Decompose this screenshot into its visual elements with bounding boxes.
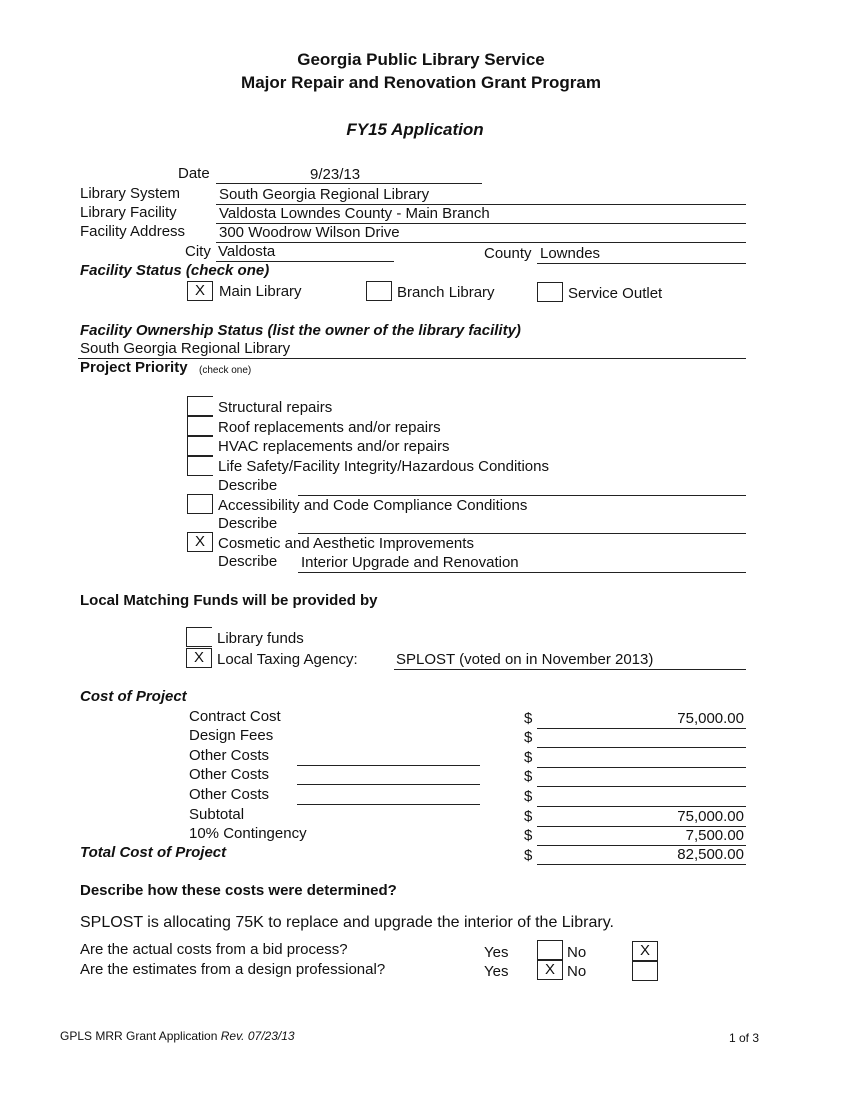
address-value[interactable]: 300 Woodrow Wilson Drive: [219, 224, 400, 241]
design-no-checkbox[interactable]: [632, 961, 658, 981]
cosmetic-describe-value[interactable]: Interior Upgrade and Renovation: [301, 554, 519, 571]
footer-form-name: [60, 1027, 295, 1045]
contingency-label: 10% Contingency: [189, 825, 307, 842]
structural-label: Structural repairs: [218, 399, 333, 416]
library-funds-checkbox[interactable]: [186, 627, 212, 647]
branch-library-label: Branch Library: [397, 284, 495, 301]
bid-no-checkbox[interactable]: X: [632, 941, 658, 961]
dollar-sign: $: [524, 710, 533, 727]
other-costs-1-label: Other Costs: [189, 747, 270, 764]
facility-label: Library Facility: [80, 204, 177, 221]
dollar-sign: $: [524, 768, 533, 785]
design-fees-label: Design Fees: [189, 727, 274, 744]
accessibility-label: Accessibility and Code Compliance Conditions: [218, 497, 528, 514]
roof-label: Roof replacements and/or repairs: [218, 419, 441, 436]
other-costs-1-desc-line: [297, 765, 480, 766]
bid-yes-label: Yes: [484, 944, 509, 961]
design-yes-checkbox[interactable]: X: [537, 960, 563, 980]
bid-no-label: No: [567, 944, 587, 961]
system-value[interactable]: South Georgia Regional Library: [219, 186, 430, 203]
org-title: Georgia Public Library Service: [297, 50, 545, 69]
footer-form-label: GPLS MRR Grant Application: [60, 1029, 221, 1043]
dollar-sign: $: [524, 847, 533, 864]
contract-cost-line: [537, 728, 746, 729]
accessibility-describe-line: [298, 533, 746, 534]
application-title: FY15 Application: [346, 120, 484, 139]
taxing-agency-line: [394, 669, 746, 670]
design-fees-line: [537, 747, 746, 748]
county-line: [537, 263, 746, 264]
contingency-amount[interactable]: 7,500.00: [685, 827, 744, 844]
ownership-heading: Facility Ownership Status (list the owner of the library facility): [80, 322, 521, 339]
cost-heading: Cost of Project: [80, 688, 187, 705]
total-label: Total Cost of Project: [80, 844, 227, 861]
footer-page-number: 1 of 3: [729, 1031, 760, 1045]
design-no-label: No: [567, 963, 587, 980]
other-costs-2-label: Other Costs: [189, 766, 270, 783]
hvac-checkbox[interactable]: [187, 436, 213, 456]
design-yes-label: Yes: [484, 963, 509, 980]
total-amount[interactable]: 82,500.00: [677, 846, 744, 863]
cosmetic-label: Cosmetic and Aesthetic Improvements: [218, 535, 474, 552]
date-value[interactable]: 9/23/13: [310, 166, 361, 183]
life-safety-describe-line: [298, 495, 746, 496]
footer-revision: Rev. 07/23/13: [220, 1029, 295, 1043]
date-label: Date: [178, 165, 210, 182]
program-title: Major Repair and Renovation Grant Program: [241, 73, 601, 92]
main-library-label: Main Library: [219, 283, 302, 300]
priority-heading: Project Priority: [80, 359, 188, 376]
other-costs-2-line: [537, 786, 746, 787]
life-safety-label: Life Safety/Facility Integrity/Hazardous Conditions: [218, 458, 549, 475]
matching-heading: Local Matching Funds will be provided by: [80, 592, 378, 609]
ownership-value[interactable]: South Georgia Regional Library: [80, 340, 291, 357]
other-costs-1-line: [537, 767, 746, 768]
accessibility-describe-label: Describe: [218, 515, 278, 532]
taxing-agency-checkbox[interactable]: X: [186, 648, 212, 668]
address-label: Facility Address: [80, 223, 186, 240]
cosmetic-describe-label: Describe: [218, 553, 278, 570]
other-costs-2-desc-line: [297, 784, 480, 785]
structural-checkbox[interactable]: [187, 396, 213, 416]
determination-heading: Describe how these costs were determined?: [80, 882, 397, 899]
dollar-sign: $: [524, 729, 533, 746]
priority-note: (check one): [199, 365, 252, 376]
life-safety-checkbox[interactable]: [187, 456, 213, 476]
service-outlet-checkbox[interactable]: [537, 282, 563, 302]
subtotal-amount[interactable]: 75,000.00: [677, 808, 744, 825]
bid-question: Are the actual costs from a bid process?: [80, 941, 348, 958]
system-label: Library System: [80, 185, 181, 202]
taxing-agency-label: Local Taxing Agency:: [217, 651, 358, 668]
county-value[interactable]: Lowndes: [540, 245, 601, 262]
accessibility-checkbox[interactable]: [187, 494, 213, 514]
taxing-agency-value[interactable]: SPLOST (voted on in November 2013): [396, 651, 654, 668]
design-question: Are the estimates from a design professional?: [80, 961, 386, 978]
dollar-sign: $: [524, 788, 533, 805]
dollar-sign: $: [524, 827, 533, 844]
roof-checkbox[interactable]: [187, 416, 213, 436]
contract-cost-amount[interactable]: 75,000.00: [677, 710, 744, 727]
dollar-sign: $: [524, 808, 533, 825]
facility-value[interactable]: Valdosta Lowndes County - Main Branch: [219, 205, 490, 222]
library-funds-label: Library funds: [217, 630, 304, 647]
cosmetic-describe-line: [298, 572, 746, 573]
other-costs-3-desc-line: [297, 804, 480, 805]
city-label: City: [185, 243, 211, 260]
branch-library-checkbox[interactable]: [366, 281, 392, 301]
dollar-sign: $: [524, 749, 533, 766]
service-outlet-label: Service Outlet: [568, 285, 663, 302]
total-line: [537, 864, 746, 865]
hvac-label: HVAC replacements and/or repairs: [218, 438, 450, 455]
other-costs-3-line: [537, 806, 746, 807]
bid-yes-checkbox[interactable]: [537, 940, 563, 960]
county-label: County: [484, 245, 532, 262]
main-library-checkbox[interactable]: X: [187, 281, 213, 301]
contract-cost-label: Contract Cost: [189, 708, 281, 725]
cosmetic-checkbox[interactable]: X: [187, 532, 213, 552]
address-line: [216, 242, 746, 243]
city-value[interactable]: Valdosta: [218, 243, 276, 260]
subtotal-label: Subtotal: [189, 806, 245, 823]
facility-status-heading: Facility Status (check one): [80, 262, 270, 279]
determination-text: SPLOST is allocating 75K to replace and upgrade the interior of the Library.: [80, 914, 614, 931]
life-safety-describe-label: Describe: [218, 477, 278, 494]
other-costs-3-label: Other Costs: [189, 786, 270, 803]
